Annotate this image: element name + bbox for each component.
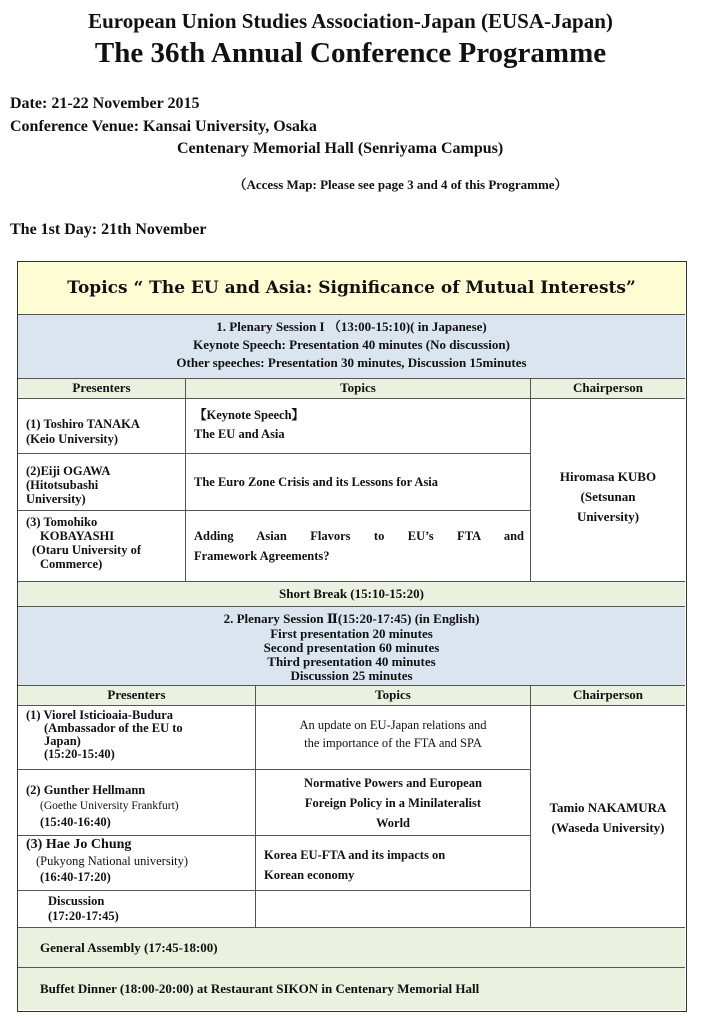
conference-date: Date: 21-22 November 2015 xyxy=(10,95,200,112)
access-map-note: （Access Map: Please see page 3 and 4 of this Programme） xyxy=(233,177,568,192)
session2-discussion: Discussion 25 minutes xyxy=(290,668,413,683)
session2-second: Second presentation 60 minutes xyxy=(263,640,440,655)
session2-presenter-1: (1) Viorel Isticioaia-Budura (Ambassador of the EU to Japan) (15:20-15:40) xyxy=(26,708,183,761)
session2-col-topics: Topics xyxy=(256,686,530,705)
session2-col-presenters: Presenters xyxy=(18,686,255,705)
session2-third: Third presentation 40 minutes xyxy=(267,654,436,669)
session1-chairperson: Hiromasa KUBO (Setsunan University) xyxy=(559,469,657,524)
session2-discussion-slot: Discussion (17:20-17:45) xyxy=(48,894,119,923)
session1-other-note: Other speeches: Presentation 30 minutes, Discussion 15minutes xyxy=(176,355,527,370)
session1-keynote-note: Keynote Speech: Presentation 40 minutes (No discussion) xyxy=(193,337,510,352)
session1-presenter-1: (1) Toshiro TANAKA (Keio University) xyxy=(26,417,140,446)
topic-title: Topics “ The EU and Asia: Significance of Mutual Interests” xyxy=(18,262,685,314)
session2-topic-1: An update on EU-Japan relations and the importance of the FTA and SPA xyxy=(299,718,487,750)
session1-col-presenters: Presenters xyxy=(18,379,185,398)
session1-topic-2: The Euro Zone Crisis and its Lessons for Asia xyxy=(194,475,439,489)
session1-header xyxy=(18,315,685,378)
session1-presenter-2: (2)Eiji OGAWA (Hitotsubashi University) xyxy=(26,464,111,506)
session2-col-chairperson: Chairperson xyxy=(531,686,685,705)
session1-title: 1. Plenary Session I （13:00-15:10)( in Japanese) xyxy=(216,319,487,334)
short-break: Short Break (15:10-15:20) xyxy=(18,582,685,606)
session2-first: First presentation 20 minutes xyxy=(270,626,433,641)
session2-topic-3: Korea EU-FTA and its impacts on Korean economy xyxy=(264,848,446,882)
session2-chairperson: Tamio NAKAMURA (Waseda University) xyxy=(549,800,667,835)
session2-topic-2: Normative Powers and European Foreign Policy in a Minilateralist World xyxy=(304,776,482,830)
session2-presenter-3: (3) Hae Jo Chung (Pukyong National university) (16:40-17:20) xyxy=(26,837,189,884)
general-assembly: General Assembly (17:45-18:00) xyxy=(18,928,685,967)
session2-title: 2. Plenary Session Ⅱ(15:20-17:45) (in English) xyxy=(223,611,480,626)
session1-topic-3: Adding Asian Flavors to EU’s FTA and Framework Agreements? xyxy=(194,529,524,563)
session1-topic-1: 【Keynote Speech】 The EU and Asia xyxy=(194,408,305,441)
conference-venue: Conference Venue: Kansai University, Osaka xyxy=(10,118,317,135)
page-title: The 36th Annual Conference Programme xyxy=(94,37,607,69)
conference-venue-hall: Centenary Memorial Hall (Senriyama Campus) xyxy=(177,140,504,157)
session1-col-chairperson: Chairperson xyxy=(531,379,685,398)
programme-table xyxy=(17,261,687,1012)
session2-header xyxy=(18,607,685,685)
organization-title: European Union Studies Association-Japan (EUSA-Japan) xyxy=(88,9,613,33)
buffet-dinner: Buffet Dinner (18:00-20:00) at Restaurant SIKON in Centenary Memorial Hall xyxy=(18,968,685,1010)
session1-presenter-3: (3) Tomohiko KOBAYASHI (Otaru University of Commerce) xyxy=(26,515,142,571)
day-heading: The 1st Day: 21th November xyxy=(10,221,207,238)
session2-presenter-2: (2) Gunther Hellmann (Goethe University Frankfurt) (15:40-16:40) xyxy=(26,783,179,829)
session1-col-topics: Topics xyxy=(186,379,530,398)
